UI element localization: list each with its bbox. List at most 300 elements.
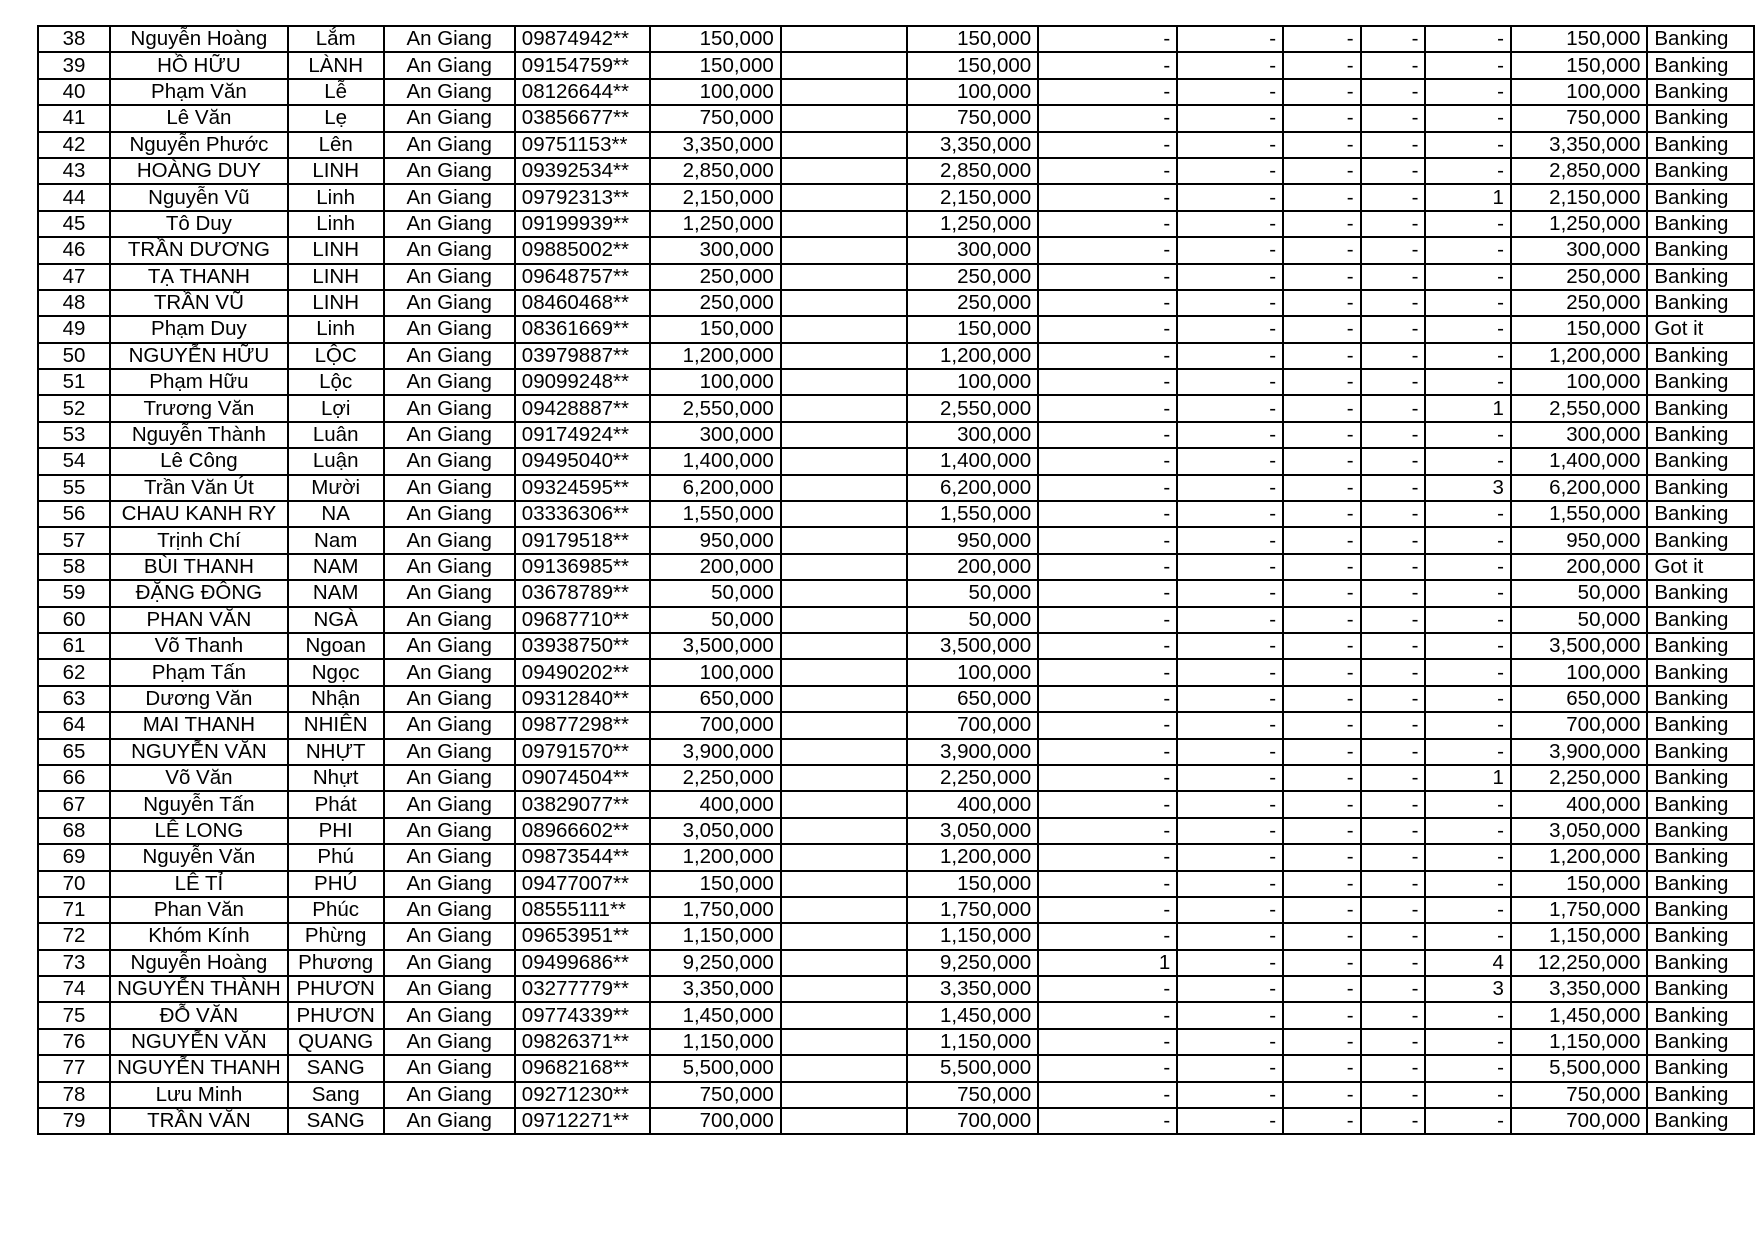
- count-cell-5: -: [1425, 923, 1510, 949]
- phone-cell: 09490202**: [515, 659, 651, 685]
- province-cell: An Giang: [384, 1108, 515, 1134]
- total-cell: 2,550,000: [1511, 395, 1647, 421]
- given-name-cell: Ngọc: [288, 659, 384, 685]
- count-cell-5: -: [1425, 290, 1510, 316]
- province-cell: An Giang: [384, 52, 515, 78]
- table-row: [38, 237, 1754, 263]
- count-cell-2: -: [1177, 158, 1283, 184]
- count-cell-3: -: [1283, 237, 1361, 263]
- row-number: 50: [38, 343, 110, 369]
- province-cell: An Giang: [384, 1082, 515, 1108]
- count-cell-1: -: [1038, 132, 1177, 158]
- table-row: [38, 712, 1754, 738]
- empty-cell: [781, 527, 907, 553]
- subtotal-cell: 3,900,000: [907, 739, 1038, 765]
- given-name-cell: Luân: [288, 422, 384, 448]
- count-cell-5: 1: [1425, 184, 1510, 210]
- subtotal-cell: 3,500,000: [907, 633, 1038, 659]
- count-cell-1: -: [1038, 316, 1177, 342]
- count-cell-5: -: [1425, 871, 1510, 897]
- empty-cell: [781, 475, 907, 501]
- count-cell-1: -: [1038, 607, 1177, 633]
- subtotal-cell: 650,000: [907, 686, 1038, 712]
- count-cell-1: -: [1038, 422, 1177, 448]
- count-cell-2: -: [1177, 976, 1283, 1002]
- empty-cell: [781, 211, 907, 237]
- empty-cell: [781, 264, 907, 290]
- amount-cell: 1,250,000: [650, 211, 780, 237]
- total-cell: 250,000: [1511, 290, 1647, 316]
- subtotal-cell: 1,150,000: [907, 923, 1038, 949]
- empty-cell: [781, 950, 907, 976]
- phone-cell: 03277779**: [515, 976, 651, 1002]
- phone-cell: 08555111**: [515, 897, 651, 923]
- table-row: [38, 580, 1754, 606]
- payment-method-cell: Banking: [1647, 448, 1754, 474]
- count-cell-3: -: [1283, 871, 1361, 897]
- count-cell-2: -: [1177, 633, 1283, 659]
- phone-cell: 09792313**: [515, 184, 651, 210]
- payment-method-cell: Banking: [1647, 686, 1754, 712]
- count-cell-3: -: [1283, 26, 1361, 52]
- subtotal-cell: 1,450,000: [907, 1002, 1038, 1028]
- province-cell: An Giang: [384, 791, 515, 817]
- row-number: 60: [38, 607, 110, 633]
- subtotal-cell: 1,200,000: [907, 343, 1038, 369]
- count-cell-5: -: [1425, 791, 1510, 817]
- row-number: 70: [38, 871, 110, 897]
- surname-cell: ĐẶNG ĐÔNG: [110, 580, 288, 606]
- count-cell-5: 3: [1425, 475, 1510, 501]
- table-row: [38, 1082, 1754, 1108]
- phone-cell: 09154759**: [515, 52, 651, 78]
- count-cell-4: -: [1361, 659, 1426, 685]
- payment-method-cell: Banking: [1647, 1108, 1754, 1134]
- count-cell-2: -: [1177, 897, 1283, 923]
- empty-cell: [781, 791, 907, 817]
- given-name-cell: SANG: [288, 1055, 384, 1081]
- given-name-cell: NAM: [288, 580, 384, 606]
- given-name-cell: NGÀ: [288, 607, 384, 633]
- subtotal-cell: 150,000: [907, 871, 1038, 897]
- subtotal-cell: 750,000: [907, 1082, 1038, 1108]
- phone-cell: 09271230**: [515, 1082, 651, 1108]
- empty-cell: [781, 395, 907, 421]
- count-cell-1: -: [1038, 211, 1177, 237]
- count-cell-4: -: [1361, 158, 1426, 184]
- payment-method-cell: Banking: [1647, 211, 1754, 237]
- count-cell-1: -: [1038, 871, 1177, 897]
- phone-cell: 09826371**: [515, 1029, 651, 1055]
- amount-cell: 9,250,000: [650, 950, 780, 976]
- subtotal-cell: 400,000: [907, 791, 1038, 817]
- count-cell-2: -: [1177, 1055, 1283, 1081]
- amount-cell: 1,200,000: [650, 343, 780, 369]
- phone-cell: 03678789**: [515, 580, 651, 606]
- count-cell-1: -: [1038, 527, 1177, 553]
- province-cell: An Giang: [384, 633, 515, 659]
- count-cell-2: -: [1177, 1108, 1283, 1134]
- given-name-cell: NA: [288, 501, 384, 527]
- surname-cell: Trần Văn Út: [110, 475, 288, 501]
- empty-cell: [781, 1108, 907, 1134]
- amount-cell: 750,000: [650, 1082, 780, 1108]
- given-name-cell: LINH: [288, 158, 384, 184]
- province-cell: An Giang: [384, 343, 515, 369]
- given-name-cell: Phương: [288, 950, 384, 976]
- phone-cell: 09648757**: [515, 264, 651, 290]
- total-cell: 700,000: [1511, 712, 1647, 738]
- row-number: 44: [38, 184, 110, 210]
- count-cell-5: 3: [1425, 976, 1510, 1002]
- payment-method-cell: Banking: [1647, 264, 1754, 290]
- count-cell-3: -: [1283, 791, 1361, 817]
- empty-cell: [781, 422, 907, 448]
- count-cell-1: -: [1038, 369, 1177, 395]
- row-number: 53: [38, 422, 110, 448]
- phone-cell: 09873544**: [515, 844, 651, 870]
- total-cell: 2,150,000: [1511, 184, 1647, 210]
- surname-cell: Phạm Văn: [110, 79, 288, 105]
- count-cell-4: -: [1361, 871, 1426, 897]
- province-cell: An Giang: [384, 79, 515, 105]
- count-cell-2: -: [1177, 422, 1283, 448]
- subtotal-cell: 2,550,000: [907, 395, 1038, 421]
- payment-method-cell: Banking: [1647, 501, 1754, 527]
- table-row: [38, 395, 1754, 421]
- total-cell: 100,000: [1511, 369, 1647, 395]
- table-row: [38, 343, 1754, 369]
- total-cell: 100,000: [1511, 79, 1647, 105]
- count-cell-1: -: [1038, 501, 1177, 527]
- subtotal-cell: 150,000: [907, 52, 1038, 78]
- empty-cell: [781, 818, 907, 844]
- phone-cell: 08126644**: [515, 79, 651, 105]
- subtotal-cell: 300,000: [907, 422, 1038, 448]
- payment-method-cell: Banking: [1647, 475, 1754, 501]
- amount-cell: 3,900,000: [650, 739, 780, 765]
- table-row: [38, 871, 1754, 897]
- province-cell: An Giang: [384, 501, 515, 527]
- count-cell-2: -: [1177, 1002, 1283, 1028]
- province-cell: An Giang: [384, 554, 515, 580]
- count-cell-1: -: [1038, 448, 1177, 474]
- given-name-cell: PHƯƠN: [288, 976, 384, 1002]
- count-cell-1: -: [1038, 1082, 1177, 1108]
- count-cell-1: -: [1038, 343, 1177, 369]
- count-cell-3: -: [1283, 501, 1361, 527]
- count-cell-5: 1: [1425, 765, 1510, 791]
- given-name-cell: Linh: [288, 316, 384, 342]
- count-cell-4: -: [1361, 343, 1426, 369]
- table-row: [38, 607, 1754, 633]
- empty-cell: [781, 158, 907, 184]
- count-cell-1: -: [1038, 923, 1177, 949]
- surname-cell: TRẦN VŨ: [110, 290, 288, 316]
- count-cell-5: -: [1425, 501, 1510, 527]
- table-row: [38, 923, 1754, 949]
- empty-cell: [781, 976, 907, 1002]
- row-number: 79: [38, 1108, 110, 1134]
- count-cell-4: -: [1361, 132, 1426, 158]
- count-cell-1: -: [1038, 1055, 1177, 1081]
- subtotal-cell: 3,050,000: [907, 818, 1038, 844]
- count-cell-2: -: [1177, 52, 1283, 78]
- count-cell-1: -: [1038, 52, 1177, 78]
- phone-cell: 09791570**: [515, 739, 651, 765]
- total-cell: 1,550,000: [1511, 501, 1647, 527]
- count-cell-3: -: [1283, 79, 1361, 105]
- province-cell: An Giang: [384, 184, 515, 210]
- count-cell-4: -: [1361, 844, 1426, 870]
- surname-cell: Nguyễn Phước: [110, 132, 288, 158]
- row-number: 67: [38, 791, 110, 817]
- row-number: 46: [38, 237, 110, 263]
- count-cell-5: -: [1425, 448, 1510, 474]
- count-cell-3: -: [1283, 527, 1361, 553]
- count-cell-2: -: [1177, 607, 1283, 633]
- phone-cell: 09477007**: [515, 871, 651, 897]
- count-cell-2: -: [1177, 211, 1283, 237]
- total-cell: 3,900,000: [1511, 739, 1647, 765]
- amount-cell: 2,150,000: [650, 184, 780, 210]
- phone-cell: 09074504**: [515, 765, 651, 791]
- surname-cell: Phạm Hữu: [110, 369, 288, 395]
- row-number: 56: [38, 501, 110, 527]
- total-cell: 400,000: [1511, 791, 1647, 817]
- province-cell: An Giang: [384, 686, 515, 712]
- count-cell-3: -: [1283, 316, 1361, 342]
- count-cell-2: -: [1177, 871, 1283, 897]
- empty-cell: [781, 712, 907, 738]
- province-cell: An Giang: [384, 580, 515, 606]
- province-cell: An Giang: [384, 316, 515, 342]
- empty-cell: [781, 1082, 907, 1108]
- province-cell: An Giang: [384, 290, 515, 316]
- count-cell-5: -: [1425, 633, 1510, 659]
- payment-method-cell: Banking: [1647, 739, 1754, 765]
- amount-cell: 950,000: [650, 527, 780, 553]
- total-cell: 250,000: [1511, 264, 1647, 290]
- count-cell-3: -: [1283, 1029, 1361, 1055]
- province-cell: An Giang: [384, 1055, 515, 1081]
- count-cell-3: -: [1283, 554, 1361, 580]
- total-cell: 200,000: [1511, 554, 1647, 580]
- count-cell-3: -: [1283, 607, 1361, 633]
- given-name-cell: LINH: [288, 237, 384, 263]
- count-cell-1: -: [1038, 844, 1177, 870]
- count-cell-5: -: [1425, 79, 1510, 105]
- table-row: [38, 554, 1754, 580]
- given-name-cell: NAM: [288, 554, 384, 580]
- count-cell-5: -: [1425, 1002, 1510, 1028]
- count-cell-2: -: [1177, 791, 1283, 817]
- row-number: 77: [38, 1055, 110, 1081]
- phone-cell: 09392534**: [515, 158, 651, 184]
- empty-cell: [781, 105, 907, 131]
- count-cell-4: -: [1361, 976, 1426, 1002]
- phone-cell: 09682168**: [515, 1055, 651, 1081]
- subtotal-cell: 100,000: [907, 369, 1038, 395]
- amount-cell: 150,000: [650, 316, 780, 342]
- count-cell-1: -: [1038, 237, 1177, 263]
- empty-cell: [781, 448, 907, 474]
- table-row: [38, 976, 1754, 1002]
- phone-cell: 09687710**: [515, 607, 651, 633]
- subtotal-cell: 100,000: [907, 659, 1038, 685]
- total-cell: 150,000: [1511, 52, 1647, 78]
- amount-cell: 2,550,000: [650, 395, 780, 421]
- amount-cell: 3,350,000: [650, 976, 780, 1002]
- empty-cell: [781, 501, 907, 527]
- table-row: [38, 369, 1754, 395]
- given-name-cell: Mười: [288, 475, 384, 501]
- subtotal-cell: 1,550,000: [907, 501, 1038, 527]
- phone-cell: 03829077**: [515, 791, 651, 817]
- phone-cell: 09885002**: [515, 237, 651, 263]
- total-cell: 150,000: [1511, 871, 1647, 897]
- province-cell: An Giang: [384, 475, 515, 501]
- count-cell-5: 4: [1425, 950, 1510, 976]
- table-row: [38, 633, 1754, 659]
- amount-cell: 50,000: [650, 607, 780, 633]
- province-cell: An Giang: [384, 923, 515, 949]
- province-cell: An Giang: [384, 369, 515, 395]
- count-cell-4: -: [1361, 448, 1426, 474]
- total-cell: 1,200,000: [1511, 844, 1647, 870]
- payment-method-cell: Banking: [1647, 52, 1754, 78]
- count-cell-4: -: [1361, 237, 1426, 263]
- count-cell-2: -: [1177, 739, 1283, 765]
- province-cell: An Giang: [384, 132, 515, 158]
- count-cell-3: -: [1283, 923, 1361, 949]
- payment-method-cell: Banking: [1647, 132, 1754, 158]
- payment-method-cell: Banking: [1647, 633, 1754, 659]
- count-cell-2: -: [1177, 501, 1283, 527]
- subtotal-cell: 9,250,000: [907, 950, 1038, 976]
- amount-cell: 1,550,000: [650, 501, 780, 527]
- phone-cell: 03336306**: [515, 501, 651, 527]
- phone-cell: 09712271**: [515, 1108, 651, 1134]
- amount-cell: 150,000: [650, 871, 780, 897]
- count-cell-1: -: [1038, 818, 1177, 844]
- province-cell: An Giang: [384, 264, 515, 290]
- empty-cell: [781, 1002, 907, 1028]
- count-cell-2: -: [1177, 105, 1283, 131]
- count-cell-5: -: [1425, 132, 1510, 158]
- surname-cell: Nguyễn Thành: [110, 422, 288, 448]
- amount-cell: 700,000: [650, 1108, 780, 1134]
- count-cell-2: -: [1177, 844, 1283, 870]
- phone-cell: 08460468**: [515, 290, 651, 316]
- province-cell: An Giang: [384, 765, 515, 791]
- surname-cell: Khóm Kính: [110, 923, 288, 949]
- payment-method-cell: Banking: [1647, 105, 1754, 131]
- empty-cell: [781, 580, 907, 606]
- count-cell-1: -: [1038, 158, 1177, 184]
- subtotal-cell: 700,000: [907, 712, 1038, 738]
- count-cell-3: -: [1283, 422, 1361, 448]
- given-name-cell: NHỰT: [288, 739, 384, 765]
- payment-method-cell: Banking: [1647, 237, 1754, 263]
- count-cell-4: -: [1361, 79, 1426, 105]
- count-cell-1: -: [1038, 79, 1177, 105]
- count-cell-4: -: [1361, 1082, 1426, 1108]
- province-cell: An Giang: [384, 395, 515, 421]
- row-number: 41: [38, 105, 110, 131]
- empty-cell: [781, 369, 907, 395]
- row-number: 68: [38, 818, 110, 844]
- phone-cell: 09324595**: [515, 475, 651, 501]
- amount-cell: 650,000: [650, 686, 780, 712]
- table-row: [38, 290, 1754, 316]
- payment-method-cell: Banking: [1647, 79, 1754, 105]
- count-cell-3: -: [1283, 659, 1361, 685]
- count-cell-4: -: [1361, 52, 1426, 78]
- total-cell: 1,250,000: [1511, 211, 1647, 237]
- province-cell: An Giang: [384, 739, 515, 765]
- table-row: [38, 264, 1754, 290]
- province-cell: An Giang: [384, 158, 515, 184]
- surname-cell: Nguyễn Văn: [110, 844, 288, 870]
- given-name-cell: QUANG: [288, 1029, 384, 1055]
- payment-method-cell: Banking: [1647, 290, 1754, 316]
- empty-cell: [781, 79, 907, 105]
- count-cell-2: -: [1177, 580, 1283, 606]
- table-row: [38, 686, 1754, 712]
- count-cell-1: -: [1038, 580, 1177, 606]
- total-cell: 150,000: [1511, 26, 1647, 52]
- row-number: 48: [38, 290, 110, 316]
- row-number: 61: [38, 633, 110, 659]
- count-cell-4: -: [1361, 264, 1426, 290]
- count-cell-4: -: [1361, 712, 1426, 738]
- count-cell-5: -: [1425, 554, 1510, 580]
- table-row: [38, 1055, 1754, 1081]
- count-cell-5: -: [1425, 369, 1510, 395]
- count-cell-2: -: [1177, 765, 1283, 791]
- count-cell-5: -: [1425, 712, 1510, 738]
- count-cell-2: -: [1177, 290, 1283, 316]
- row-number: 69: [38, 844, 110, 870]
- table-row: [38, 105, 1754, 131]
- province-cell: An Giang: [384, 237, 515, 263]
- total-cell: 3,350,000: [1511, 132, 1647, 158]
- province-cell: An Giang: [384, 976, 515, 1002]
- row-number: 43: [38, 158, 110, 184]
- row-number: 52: [38, 395, 110, 421]
- count-cell-3: -: [1283, 369, 1361, 395]
- count-cell-2: -: [1177, 712, 1283, 738]
- count-cell-3: -: [1283, 211, 1361, 237]
- surname-cell: Lê Văn: [110, 105, 288, 131]
- empty-cell: [781, 897, 907, 923]
- row-number: 58: [38, 554, 110, 580]
- given-name-cell: SANG: [288, 1108, 384, 1134]
- subtotal-cell: 3,350,000: [907, 132, 1038, 158]
- surname-cell: TRẦN VĂN: [110, 1108, 288, 1134]
- count-cell-4: -: [1361, 26, 1426, 52]
- count-cell-3: -: [1283, 264, 1361, 290]
- subtotal-cell: 50,000: [907, 580, 1038, 606]
- count-cell-3: -: [1283, 1108, 1361, 1134]
- count-cell-1: -: [1038, 791, 1177, 817]
- surname-cell: HOÀNG DUY: [110, 158, 288, 184]
- amount-cell: 150,000: [650, 52, 780, 78]
- count-cell-3: -: [1283, 132, 1361, 158]
- given-name-cell: LỘC: [288, 343, 384, 369]
- count-cell-3: -: [1283, 1082, 1361, 1108]
